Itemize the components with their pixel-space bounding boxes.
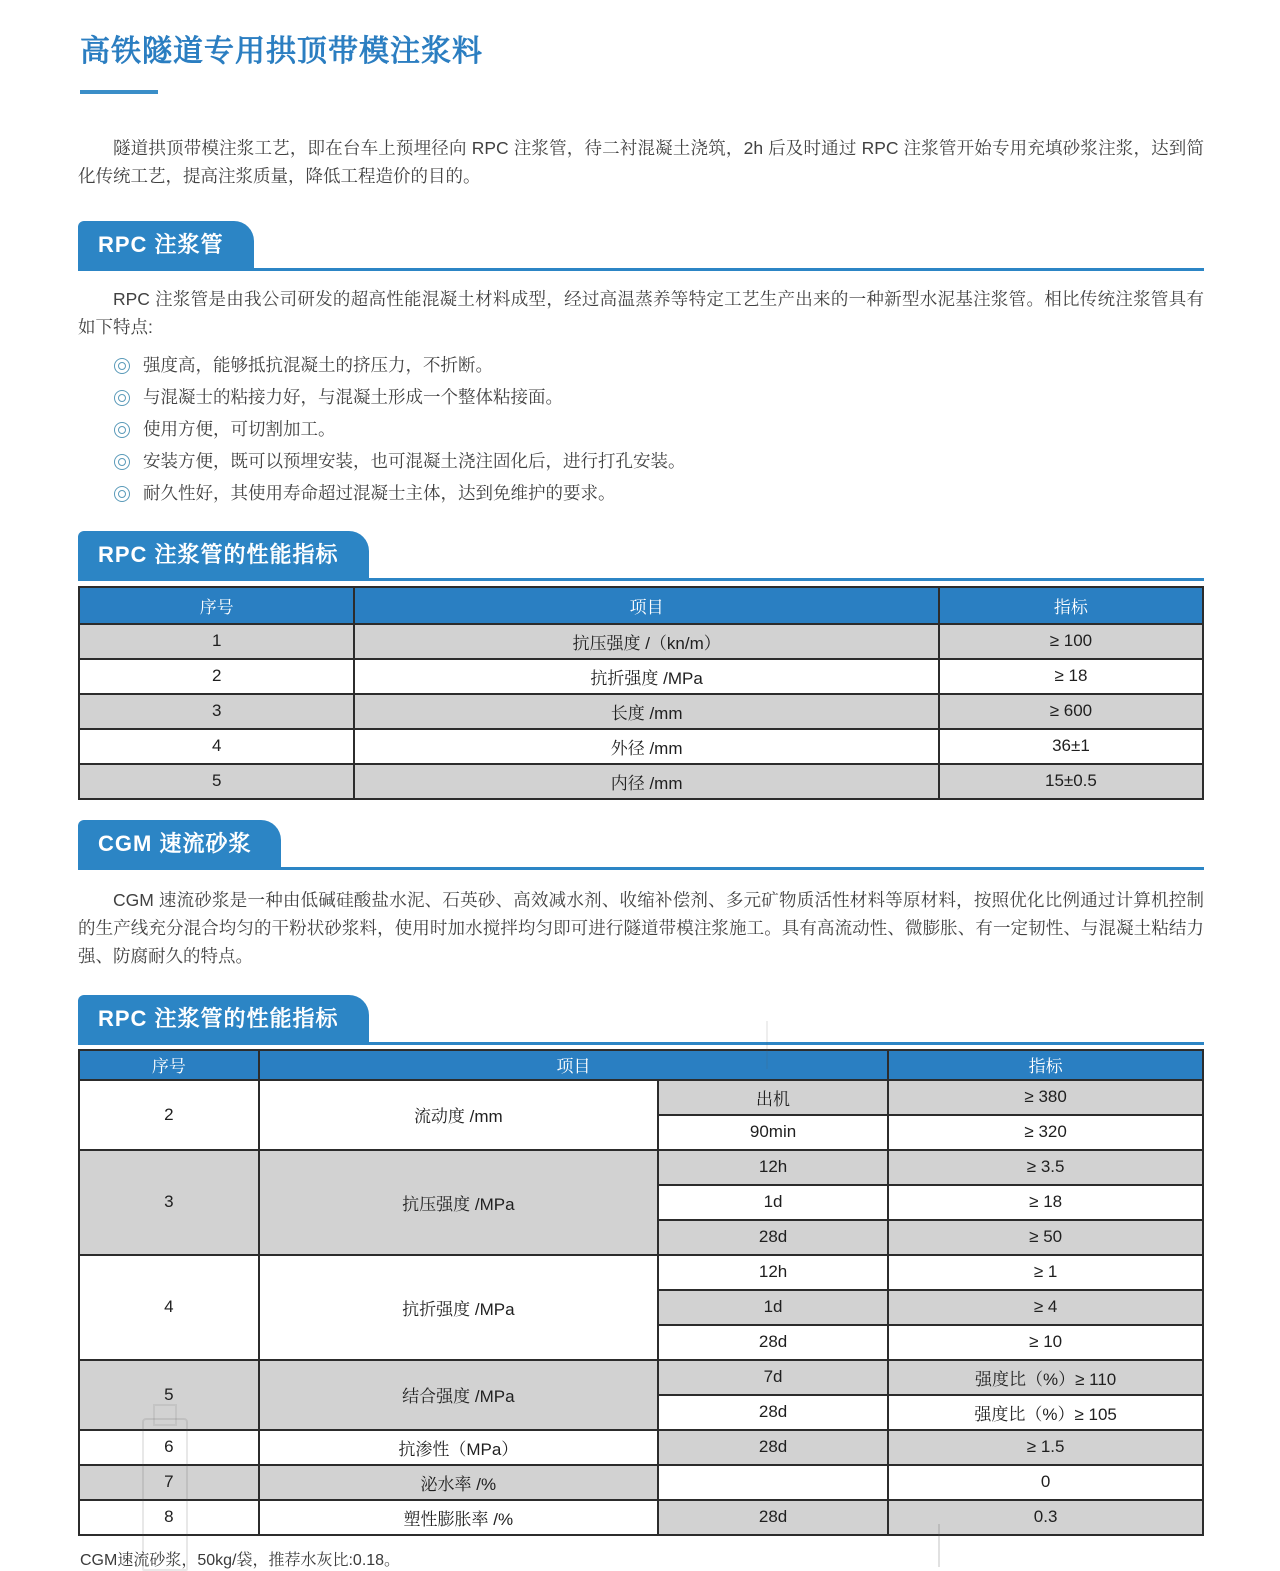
- cell-item: 外径 /mm: [354, 729, 938, 764]
- column-header-index: 指标: [888, 1050, 1203, 1080]
- cell-value: 强度比（%）≥ 110: [888, 1360, 1203, 1395]
- cell-sub: 7d: [658, 1360, 888, 1395]
- cell-no: 4: [79, 1255, 259, 1360]
- cell-item: 结合强度 /MPa: [259, 1360, 658, 1430]
- cell-sub: 12h: [658, 1150, 888, 1185]
- cell-no: 2: [79, 1080, 259, 1150]
- cell-no: 8: [79, 1500, 259, 1535]
- list-item-text: 安装方便，既可以预埋安装，也可混凝土浇注固化后，进行打孔安装。: [143, 451, 686, 471]
- cell-sub: 出机: [658, 1080, 888, 1115]
- section-bar-rpc-table: [78, 531, 1204, 581]
- page-title: 高铁隧道专用拱顶带模注浆料: [80, 35, 483, 68]
- cell-value: 0.3: [888, 1500, 1203, 1535]
- cell-item: 流动度 /mm: [259, 1080, 658, 1150]
- table-row: [79, 659, 1203, 694]
- cell-value: 36±1: [939, 729, 1203, 764]
- cgm-paragraph: CGM 速流砂浆是一种由低碱硅酸盐水泥、石英砂、高效减水剂、收缩补偿剂、多元矿物质活性材料等原材料，按照优化比例通过计算机控制的生产线充分混合均匀的干粉状砂浆料，使用时加水搅拌均匀即可进行隧道带模注浆施工。具有高流动性、微膨胀、有一定韧性、与混凝土粘结力强、防腐耐久的特点。: [78, 889, 1204, 967]
- cell-value: ≥ 4: [888, 1290, 1203, 1325]
- column-header-index: 指标: [939, 587, 1203, 624]
- bullet-ring-icon: [114, 390, 130, 406]
- rpc-feature-list: [78, 355, 1204, 504]
- section-bar-cgm-table: [78, 995, 1204, 1045]
- bullet-ring-icon: [114, 422, 130, 438]
- cell-item: 长度 /mm: [354, 694, 938, 729]
- cell-sub: [658, 1465, 888, 1500]
- table-row: [79, 1255, 1203, 1290]
- cell-sub: 1d: [658, 1185, 888, 1220]
- column-header-item: 项目: [354, 587, 938, 624]
- cell-value: ≥ 18: [939, 659, 1203, 694]
- section-bar-cgm: [78, 820, 1204, 870]
- list-item: [114, 483, 1204, 505]
- cell-value: ≥ 18: [888, 1185, 1203, 1220]
- table-row: [79, 1430, 1203, 1465]
- cell-value: ≥ 1.5: [888, 1430, 1203, 1465]
- cell-item: 抗压强度 /MPa: [259, 1150, 658, 1255]
- cell-sub: 28d: [658, 1430, 888, 1465]
- cgm-performance-table: [78, 1049, 1204, 1536]
- list-item-text: 与混凝士的粘接力好，与混凝土形成一个整体粘接面。: [143, 387, 563, 408]
- cell-no: 3: [79, 1150, 259, 1255]
- section-badge-rpc-table: RPC 注浆管的性能指标: [78, 531, 369, 578]
- bullet-ring-icon: [114, 454, 130, 470]
- cell-no: 4: [79, 729, 354, 764]
- cell-value: ≥ 1: [888, 1255, 1203, 1290]
- cell-value: 强度比（%）≥ 105: [888, 1395, 1203, 1430]
- bullet-ring-icon: [114, 486, 130, 502]
- document-page: [78, 26, 1204, 1570]
- table-row: [79, 1080, 1203, 1115]
- table-header-row: [79, 1050, 1203, 1080]
- cell-item: 泌水率 /%: [259, 1465, 658, 1500]
- list-item: [114, 355, 1204, 377]
- section-bar-rpc-pipe: [78, 221, 1204, 271]
- title-underline: [80, 90, 158, 94]
- cell-value: ≥ 50: [888, 1220, 1203, 1255]
- section-badge-cgm-table: RPC 注浆管的性能指标: [78, 995, 369, 1042]
- cell-sub: 28d: [658, 1395, 888, 1430]
- table-row: [79, 1465, 1203, 1500]
- cell-sub: 28d: [658, 1325, 888, 1360]
- cell-sub: 12h: [658, 1255, 888, 1290]
- list-item: [114, 387, 1204, 409]
- rpc-pipe-paragraph: RPC 注浆管是由我公司研发的超高性能混凝土材料成型，经过高温蒸养等特定工艺生产出来的一种新型水泥基注浆管。相比传统注浆管具有如下特点:: [78, 288, 1204, 338]
- cell-value: ≥ 320: [888, 1115, 1203, 1150]
- cell-value: 15±0.5: [939, 764, 1203, 799]
- list-item-text: 耐久性好，其使用寿命超过混凝士主体，达到免维护的要求。: [143, 482, 616, 503]
- bullet-ring-icon: [114, 358, 130, 374]
- footer-note: CGM速流砂浆，50kg/袋，推荐水灰比:0.18。: [80, 1551, 401, 1569]
- column-header-no: 序号: [79, 587, 354, 624]
- cell-sub: 90min: [658, 1115, 888, 1150]
- section-badge-cgm: CGM 速流砂浆: [78, 820, 281, 867]
- cell-no: 5: [79, 1360, 259, 1430]
- list-item-text: 使用方便，可切割加工。: [143, 419, 336, 440]
- cell-value: ≥ 3.5: [888, 1150, 1203, 1185]
- table-row: [79, 694, 1203, 729]
- cell-value: ≥ 10: [888, 1325, 1203, 1360]
- intro-paragraph: 隧道拱顶带模注浆工艺，即在台车上预埋径向 RPC 注浆管，待二衬混凝土浇筑，2h 后及时通过 RPC 注浆管开始专用充填砂浆注浆，达到简化传统工艺，提高注浆质量，降低工程造价的目的。: [78, 138, 1204, 187]
- cell-value: ≥ 100: [939, 624, 1203, 659]
- cell-no: 7: [79, 1465, 259, 1500]
- list-item: [114, 419, 1204, 441]
- table-row: [79, 624, 1203, 659]
- cell-no: 3: [79, 694, 354, 729]
- cell-no: 5: [79, 764, 354, 799]
- cell-value: 0: [888, 1465, 1203, 1500]
- table-row: [79, 729, 1203, 764]
- cell-item: 抗渗性（MPa）: [259, 1430, 658, 1465]
- cell-value: ≥ 600: [939, 694, 1203, 729]
- cell-item: 抗压强度 /（kn/m）: [354, 624, 938, 659]
- column-header-no: 序号: [79, 1050, 259, 1080]
- list-item-text: 强度高，能够抵抗混凝土的挤压力，不折断。: [143, 355, 493, 376]
- rpc-performance-table: [78, 586, 1204, 800]
- cell-no: 2: [79, 659, 354, 694]
- cell-value: ≥ 380: [888, 1080, 1203, 1115]
- cell-item: 抗折强度 /MPa: [259, 1255, 658, 1360]
- cell-no: 1: [79, 624, 354, 659]
- table-row: [79, 1500, 1203, 1535]
- table-row: [79, 1150, 1203, 1185]
- cell-item: 内径 /mm: [354, 764, 938, 799]
- table-row: [79, 764, 1203, 799]
- table-header-row: [79, 587, 1203, 624]
- column-header-item: 项目: [259, 1050, 888, 1080]
- table-row: [79, 1360, 1203, 1395]
- section-badge-rpc-pipe: RPC 注浆管: [78, 221, 254, 268]
- cell-no: 6: [79, 1430, 259, 1465]
- cell-sub: 28d: [658, 1500, 888, 1535]
- cell-item: 塑性膨胀率 /%: [259, 1500, 658, 1535]
- cell-sub: 28d: [658, 1220, 888, 1255]
- list-item: [114, 451, 1204, 473]
- cell-sub: 1d: [658, 1290, 888, 1325]
- cell-item: 抗折强度 /MPa: [354, 659, 938, 694]
